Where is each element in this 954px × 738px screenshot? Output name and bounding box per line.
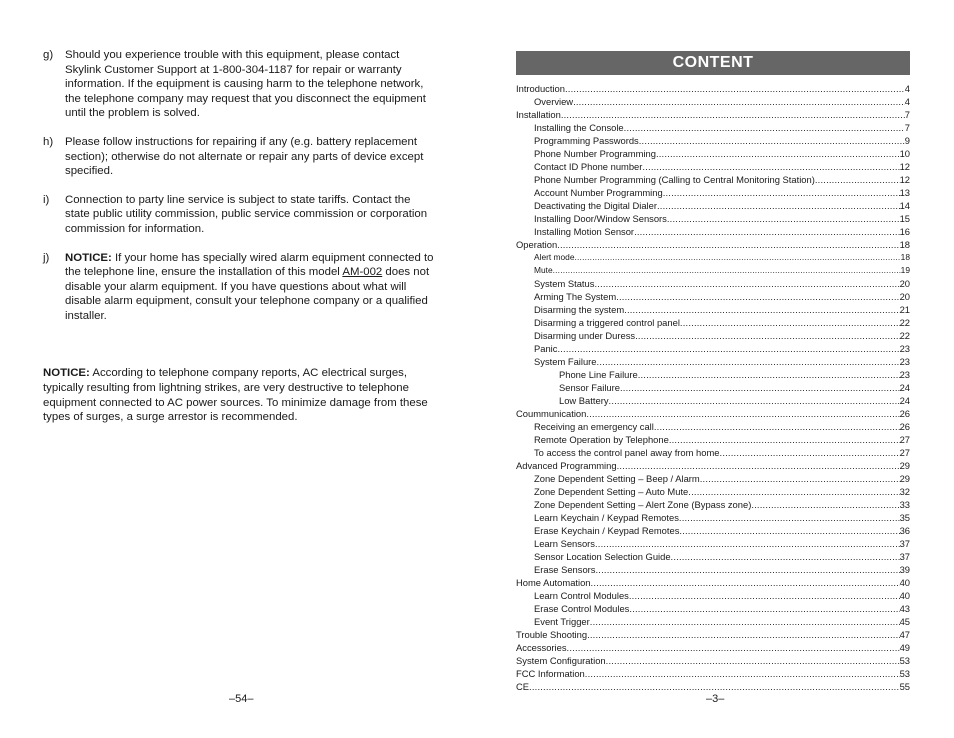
toc-title: Accessories (516, 642, 567, 653)
toc-leader-dots (594, 278, 899, 289)
toc-leader-dots (529, 681, 900, 692)
toc-leader-dots (667, 213, 900, 224)
toc-page-number: 15 (899, 213, 910, 224)
toc-leader-dots (587, 629, 900, 640)
toc-title: Low Battery (559, 395, 609, 406)
surge-notice (43, 366, 435, 425)
toc-entry (516, 198, 910, 211)
toc-entry (516, 250, 910, 263)
toc-leader-dots (624, 304, 899, 315)
notice-list (43, 48, 435, 237)
toc-title: Event Trigger (534, 616, 590, 627)
toc-page-number: 49 (899, 642, 910, 653)
toc-page-number: 9 (904, 135, 910, 146)
item-text (65, 251, 435, 324)
toc-entry (516, 510, 910, 523)
toc-entry (516, 679, 910, 692)
toc-entry (516, 94, 910, 107)
page-number-right: –3– (706, 693, 725, 705)
toc-title: Advanced Programming (516, 460, 617, 471)
toc-leader-dots (634, 226, 900, 237)
toc-leader-dots (595, 538, 900, 549)
toc-title: System Configuration (516, 655, 606, 666)
toc-title: System Status (534, 278, 595, 289)
toc-page-number: 37 (899, 538, 910, 549)
toc-leader-dots (656, 148, 900, 159)
toc-entry (516, 406, 910, 419)
toc-entry (516, 81, 910, 94)
toc-leader-dots (597, 356, 900, 367)
toc-title: Installing the Console (534, 122, 624, 133)
toc-title: Disarming a triggered control panel (534, 317, 680, 328)
toc-leader-dots (639, 135, 905, 146)
toc-title: Mute (534, 265, 553, 275)
toc-entry (516, 653, 910, 666)
item-j-text-after: does not disable your alarm equipment. If you have questions about what will disable alarm equipment, consult your telephone company or a qualified installer. (65, 266, 430, 322)
toc-entry (516, 107, 910, 120)
toc-entry (516, 484, 910, 497)
toc-title: Learn Control Modules (534, 590, 629, 601)
toc-leader-dots (720, 447, 900, 458)
toc-page-number: 23 (899, 356, 910, 367)
toc-title: Erase Control Modules (534, 603, 630, 614)
toc-title: Account Number Programming (534, 187, 663, 198)
toc-title: Zone Dependent Setting – Beep / Alarm (534, 473, 700, 484)
toc-leader-dots (567, 642, 900, 653)
toc-page-number: 33 (899, 499, 910, 510)
toc-title: Phone Line Failure (559, 369, 638, 380)
toc-page-number: 45 (899, 616, 910, 627)
toc-entry (516, 640, 910, 653)
toc-page-number: 24 (899, 382, 910, 393)
content-header: CONTENT (516, 51, 910, 75)
toc-page-number: 39 (899, 564, 910, 575)
toc-entry (516, 328, 910, 341)
left-page (43, 48, 435, 338)
toc-leader-dots (680, 317, 900, 328)
toc-entry (516, 419, 910, 432)
toc-entry (516, 133, 910, 146)
list-item-j (43, 251, 435, 324)
toc-entry (516, 575, 910, 588)
toc-entry (516, 146, 910, 159)
toc-title: Sensor Failure (559, 382, 620, 393)
toc-leader-dots (553, 265, 901, 276)
toc-page-number: 27 (899, 447, 910, 458)
toc-leader-dots (596, 564, 900, 575)
page-number-left: –54– (229, 693, 254, 705)
toc-title: Erase Sensors (534, 564, 596, 575)
toc-page-number: 22 (899, 317, 910, 328)
toc-entry (516, 120, 910, 133)
toc-leader-dots (609, 395, 900, 406)
notice-text: According to telephone company reports, AC electrical surges, typically resulting from lightning strikes, are very destructive to telephone equipment connected to AC power sources. To minimize damage from these types of surges, a surge arrestor is recommended. (43, 367, 428, 424)
toc-entry (516, 185, 910, 198)
toc-entry (516, 380, 910, 393)
toc-leader-dots (669, 434, 900, 445)
list-item (43, 48, 435, 121)
toc-leader-dots (815, 174, 900, 185)
table-of-contents (516, 81, 910, 692)
notice-label: NOTICE: (43, 367, 90, 379)
toc-title: Learn Sensors (534, 538, 595, 549)
toc-page-number: 16 (899, 226, 910, 237)
toc-title: Arming The System (534, 291, 617, 302)
toc-leader-dots (654, 421, 900, 432)
toc-leader-dots (586, 408, 899, 419)
toc-leader-dots (679, 512, 900, 523)
toc-entry (516, 458, 910, 471)
toc-entry (516, 354, 910, 367)
toc-entry (516, 341, 910, 354)
toc-leader-dots (657, 200, 900, 211)
item-letter: g) (43, 49, 54, 61)
toc-leader-dots (638, 369, 900, 380)
toc-title: Zone Dependent Setting – Auto Mute (534, 486, 689, 497)
toc-entry (516, 536, 910, 549)
toc-leader-dots (591, 577, 900, 588)
toc-title: Trouble Shooting (516, 629, 588, 640)
toc-page-number: 18 (900, 252, 910, 262)
toc-entry (516, 315, 910, 328)
item-text: Should you experience trouble with this equipment, please contact Skylink Customer Support at 1-800-304-1187 for repair or warranty information. If the equipment is causing harm to the telephone network, the telephone company may request that you disconnect the equipment until the problem is solved. (65, 49, 426, 120)
item-letter: j) (43, 251, 50, 264)
toc-entry (516, 367, 910, 380)
notice-label: NOTICE: (65, 251, 112, 264)
toc-page-number: 36 (899, 525, 910, 536)
list-item (43, 193, 435, 237)
toc-title: Remote Operation by Telephone (534, 434, 669, 445)
toc-title: Overview (534, 96, 574, 107)
toc-page-number: 29 (899, 473, 910, 484)
toc-page-number: 53 (899, 655, 910, 666)
toc-leader-dots (590, 616, 900, 627)
toc-title: CE (516, 681, 530, 692)
toc-page-number: 29 (899, 460, 910, 471)
toc-entry (516, 523, 910, 536)
right-page (516, 51, 910, 692)
toc-leader-dots (751, 499, 899, 510)
toc-page-number: 20 (899, 278, 910, 289)
toc-page-number: 18 (899, 239, 910, 250)
toc-page-number: 14 (899, 200, 910, 211)
toc-leader-dots (561, 109, 905, 120)
toc-entry (516, 666, 910, 679)
toc-leader-dots (700, 473, 900, 484)
toc-title: Disarming under Duress (534, 330, 636, 341)
toc-title: System Failure (534, 356, 597, 367)
toc-leader-dots (557, 343, 899, 354)
toc-entry (516, 224, 910, 237)
toc-title: Learn Keychain / Keypad Remotes (534, 512, 679, 523)
toc-page-number: 40 (899, 590, 910, 601)
toc-title: To access the control panel away from home (534, 447, 720, 458)
toc-entry (516, 601, 910, 614)
toc-page-number: 7 (904, 122, 910, 133)
toc-leader-dots (663, 187, 900, 198)
toc-page-number: 10 (899, 148, 910, 159)
toc-entry (516, 627, 910, 640)
toc-page-number: 7 (904, 109, 910, 120)
toc-page-number: 32 (899, 486, 910, 497)
toc-leader-dots (617, 460, 900, 471)
toc-page-number: 24 (899, 395, 910, 406)
toc-leader-dots (624, 122, 905, 133)
toc-leader-dots (642, 161, 899, 172)
toc-page-number: 4 (904, 83, 910, 94)
toc-page-number: 13 (899, 187, 910, 198)
toc-leader-dots (679, 525, 899, 536)
toc-entry (516, 302, 910, 315)
toc-page-number: 26 (899, 421, 910, 432)
toc-page-number: 23 (899, 343, 910, 354)
toc-entry (516, 471, 910, 484)
toc-title: Deactivating the Digital Dialer (534, 200, 657, 211)
toc-entry (516, 237, 910, 250)
toc-leader-dots (671, 551, 900, 562)
toc-page-number: 27 (899, 434, 910, 445)
toc-page-number: 40 (899, 577, 910, 588)
toc-page-number: 4 (904, 96, 910, 107)
toc-page-number: 53 (899, 668, 910, 679)
item-letter: h) (43, 135, 54, 148)
toc-entry (516, 445, 910, 458)
toc-title: Receiving an emergency call (534, 421, 654, 432)
toc-leader-dots (585, 668, 900, 679)
toc-entry (516, 614, 910, 627)
toc-title: Disarming the system (534, 304, 625, 315)
toc-title: Contact ID Phone number (534, 161, 643, 172)
item-text: Connection to party line service is subject to state tariffs. Contact the state public utility commission, public service commission or corporation commission for information. (65, 193, 428, 235)
toc-leader-dots (616, 291, 899, 302)
toc-page-number: 21 (899, 304, 910, 315)
toc-leader-dots (629, 590, 900, 601)
toc-page-number: 22 (899, 330, 910, 341)
toc-title: Operation (516, 239, 558, 250)
toc-leader-dots (620, 382, 900, 393)
toc-title: Introduction (516, 83, 565, 94)
toc-title: Sensor Location Selection Guide (534, 551, 671, 562)
toc-title: Installing Motion Sensor (534, 226, 635, 237)
toc-page-number: 12 (899, 161, 910, 172)
toc-entry (516, 172, 910, 185)
toc-title: FCC Information (516, 668, 585, 679)
toc-title: Panic (534, 343, 558, 354)
toc-entry (516, 497, 910, 510)
toc-title: Installing Door/Window Sensors (534, 213, 667, 224)
toc-page-number: 35 (899, 512, 910, 523)
item-j-text-before: If your home has specially wired alarm equipment connected to the telephone line, ensure the installation of this model (65, 251, 434, 279)
toc-entry (516, 276, 910, 289)
toc-entry (516, 549, 910, 562)
toc-leader-dots (688, 486, 899, 497)
toc-title: Phone Number Programming (534, 148, 656, 159)
toc-entry (516, 159, 910, 172)
toc-entry (516, 588, 910, 601)
toc-leader-dots (575, 252, 901, 263)
toc-page-number: 23 (899, 369, 910, 380)
toc-page-number: 37 (899, 551, 910, 562)
list-item (43, 135, 435, 179)
toc-leader-dots (606, 655, 900, 666)
toc-title: Home Automation (516, 577, 591, 588)
model-number: AM-002 (342, 266, 383, 279)
toc-entry (516, 562, 910, 575)
toc-title: Alert mode (534, 252, 575, 262)
toc-entry (516, 263, 910, 276)
toc-page-number: 19 (900, 265, 910, 275)
toc-title: Installation (516, 109, 561, 120)
toc-title: Erase Keychain / Keypad Remotes (534, 525, 680, 536)
toc-page-number: 47 (899, 629, 910, 640)
toc-leader-dots (573, 96, 905, 107)
toc-title: Phone Number Programming (Calling to Central Monitoring Station) (534, 174, 815, 185)
toc-page-number: 12 (899, 174, 910, 185)
toc-entry (516, 289, 910, 302)
toc-page-number: 55 (899, 681, 910, 692)
toc-page-number: 26 (899, 408, 910, 419)
toc-title: Zone Dependent Setting – Alert Zone (Bypass zone) (534, 499, 752, 510)
toc-entry (516, 211, 910, 224)
toc-leader-dots (565, 83, 905, 94)
toc-title: Coummunication (516, 408, 587, 419)
toc-title: Programming Passwords (534, 135, 639, 146)
toc-leader-dots (629, 603, 899, 614)
toc-page-number: 20 (899, 291, 910, 302)
toc-page-number: 43 (899, 603, 910, 614)
toc-entry (516, 393, 910, 406)
toc-leader-dots (557, 239, 899, 250)
toc-entry (516, 432, 910, 445)
item-letter: i) (43, 193, 50, 206)
item-text: Please follow instructions for repairing if any (e.g. battery replacement section); otherwise do not alternate or repair any parts of device except specified. (65, 135, 424, 178)
toc-leader-dots (635, 330, 899, 341)
